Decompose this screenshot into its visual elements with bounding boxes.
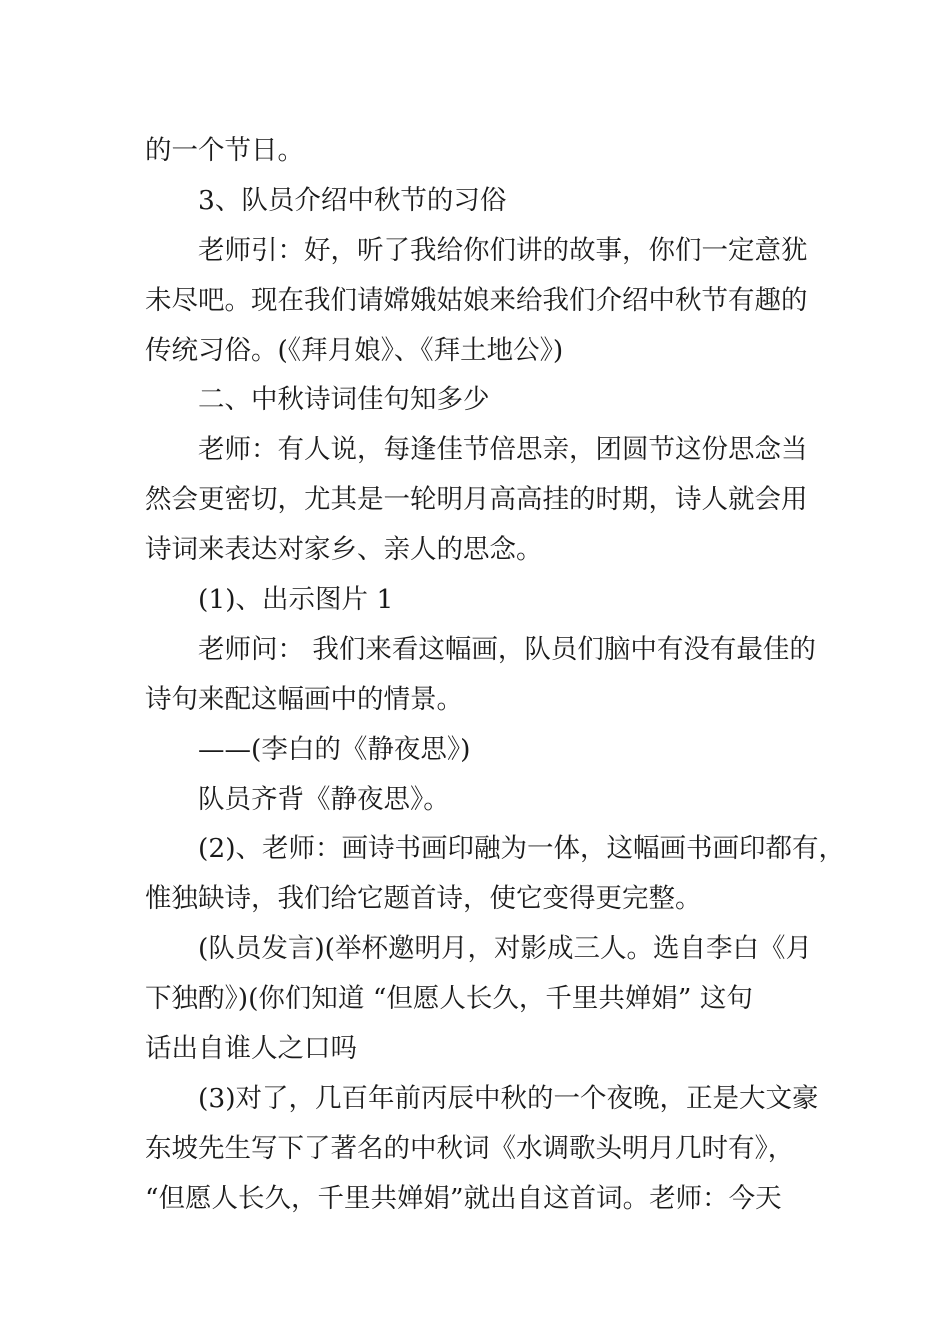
text-line: 诗句来配这幅画中的情景。 — [145, 683, 463, 715]
text-line: 东坡先生写下了著名的中秋词《水调歌头明月几时有》， — [145, 1132, 795, 1164]
text-line: 话出自谁人之口吗 — [145, 1033, 357, 1065]
document-body — [145, 126, 846, 1224]
text-line: 老师问： 我们来看这幅画，队员们脑中有没有最佳的 — [198, 633, 816, 665]
text-line: 二、中秋诗词佳句知多少 — [198, 384, 490, 416]
text-line: 的一个节日。 — [145, 135, 304, 166]
text-line: 诗词来表达对家乡、亲人的思念。 — [145, 534, 543, 566]
text-line: 传统习俗。(《拜月娘》、《拜土地公》) — [145, 334, 564, 366]
text-line: (队员发言)(举杯邀明月，对影成三人。选自李白《月 — [198, 933, 813, 965]
text-line: 惟独缺诗，我们给它题首诗，使它变得更完整。 — [145, 883, 702, 915]
text-line: (1)、出示图片 1 — [198, 584, 394, 616]
text-line: 老师：有人说，每逢佳节倍思亲，团圆节这份思念当 — [198, 434, 808, 466]
text-line: 未尽吧。现在我们请嫦娥姑娘来给我们介绍中秋节有趣的 — [145, 284, 808, 316]
text-line: “但愿人长久，千里共婵娟”就出自这首词。老师：今天 — [145, 1182, 782, 1214]
text-line: 下独酌》)(你们知道 “但愿人长久，千里共婵娟” 这句 — [145, 983, 753, 1015]
text-line: 然会更密切，尤其是一轮明月高高挂的时期，诗人就会用 — [145, 484, 808, 516]
text-line: 老师引：好，听了我给你们讲的故事，你们一定意犹 — [198, 234, 808, 266]
text-line: ——(李白的《静夜思》) — [198, 733, 471, 765]
text-line: (3)对了，几百年前丙辰中秋的一个夜晚，正是大文豪 — [198, 1082, 819, 1114]
text-line: 3、队员介绍中秋节的习俗 — [198, 184, 507, 216]
text-line: 队员齐背《静夜思》。 — [198, 783, 450, 815]
text-line: (2)、老师：画诗书画印融为一体，这幅画书画印都有， — [198, 833, 846, 865]
